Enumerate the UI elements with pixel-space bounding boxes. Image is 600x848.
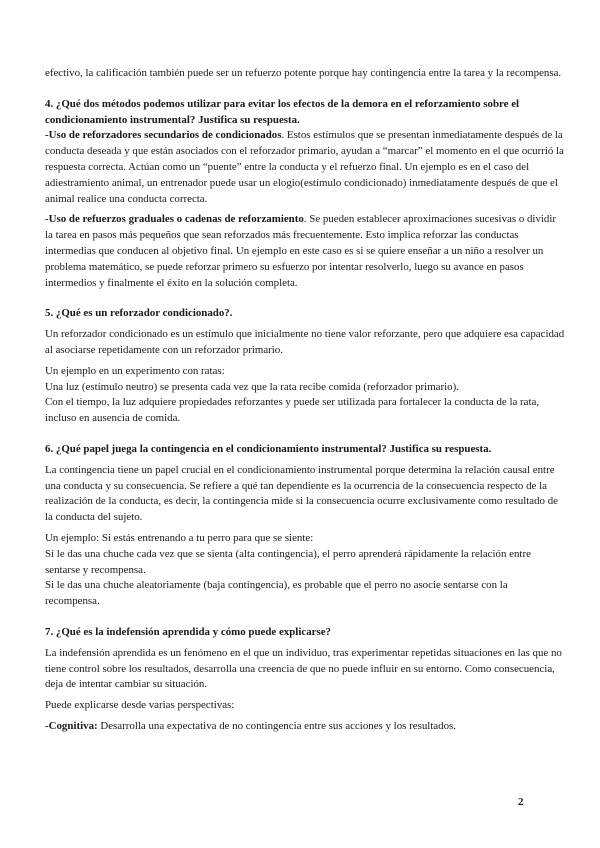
question-4-heading: 4. ¿Qué dos métodos podemos utilizar para evitar los efectos de la demora en el reforzamiento sobre el condicionamiento instrumental? Justifica su respuesta. [45,97,520,126]
q7-paragraph-2: Puede explicarse desde varias perspectivas: [45,699,235,712]
question-5-heading: 5. ¿Qué es un reforzador condicionado?. [45,307,233,320]
q5-paragraph-2: Un ejemplo en un experimento con ratas: [45,364,225,377]
q4-method-1-text: . Estos estímulos que se presentan inmediatamente después de la conducta deseada y que están asociados con el reforzador primario, ayudan a “marcar” el momento en el que ocurrió la respuesta correcta. Actúan como un “puente” entre la conducta y el refuerzo final. Un ejemplo es en el caso del adiestramiento animal, un entrenador puede usar un elogio(estímulo condicionado) inmediatamente después de que el animal realice una conducta correcta. [45,129,564,205]
page-number: 2 [518,796,524,808]
q5-paragraph-3: Una luz (estímulo neutro) se presenta cada vez que la rata recibe comida (reforzador primario). [45,380,459,393]
q6-paragraph-3: Si le das una chuche cada vez que se sienta (alta contingencia), el perro aprenderá rápidamente la relación entre sentarse y recompensa. [45,547,531,576]
question-7-heading: 7. ¿Qué es la indefensión aprendida y cómo puede explicarse? [45,625,331,638]
q4-method-2-text: . Se pueden establecer aproximaciones sucesivas o dividir la tarea en pasos más pequeños que sean reforzados más frecuentemente. Esto implica reforzar las conductas intermedias que conducen al objetivo final. Un ejemplo en este caso es si se quiere enseñar a un niño a resolver un problema matemático, se puede reforzar primero su esfuerzo por intentar resolverlo, luego su avance en pasos intermedios y finalmente el éxito en la solución completa. [45,213,557,289]
q5-paragraph-1: Un reforzador condicionado es un estímulo que inicialmente no tiene valor reforzante, pero que adquiere esa capacidad al asociarse repetidamente con un reforzador primario. [45,328,565,356]
q7-cognitiva-label: -Cognitiva: [45,719,98,732]
q4-method-1-label: -Uso de reforzadores secundarios de condicionados [45,129,282,142]
q6-paragraph-1: La contingencia tiene un papel crucial en el condicionamiento instrumental porque determina la relación causal entre una conducta y su consecuencia. Se refiere a qué tan dependiente es la ocurrencia de la consecuencia respecto de la realización de la conducta, es decir, la contingencia mide si la consecuencia ocurre exclusivamente como resultado de la conducta del sujeto. [45,463,559,524]
q5-paragraph-4: Con el tiempo, la luz adquiere propiedades reforzantes y puede ser utilizada para fortalecer la conducta de la rata, incluso en ausencia de comida. [45,396,540,425]
q7-cognitiva-text: Desarrolla una expectativa de no contingencia entre sus acciones y los resultados. [97,719,456,732]
q6-paragraph-4: Si le das una chuche aleatoriamente (baja contingencia), es probable que el perro no asocie sentarse con la recompensa. [45,579,508,608]
q6-paragraph-2: Un ejemplo: Si estás entrenando a tu perro para que se siente: [45,531,314,544]
question-6-heading: 6. ¿Qué papel juega la contingencia en el condicionamiento instrumental? Justifica su respuesta. [45,442,492,455]
q4-method-2-label: -Uso de refuerzos graduales o cadenas de reforzamiento [45,213,304,226]
intro-paragraph: efectivo, la calificación también puede ser un refuerzo potente porque hay contingencia entre la tarea y la recompensa. [45,67,562,79]
q4-method-1 [45,128,565,207]
q7-paragraph-3 [45,719,565,735]
q7-paragraph-1: La indefensión aprendida es un fenómeno en el que un individuo, tras experimentar repetidas situaciones en las que no tiene control sobre los resultados, desarrolla una creencia de que no puede influir en su entorno. Como consecuencia, deja de intentar cambiar su situación. [45,646,562,691]
q4-method-2 [45,212,565,291]
document-page [45,66,565,735]
